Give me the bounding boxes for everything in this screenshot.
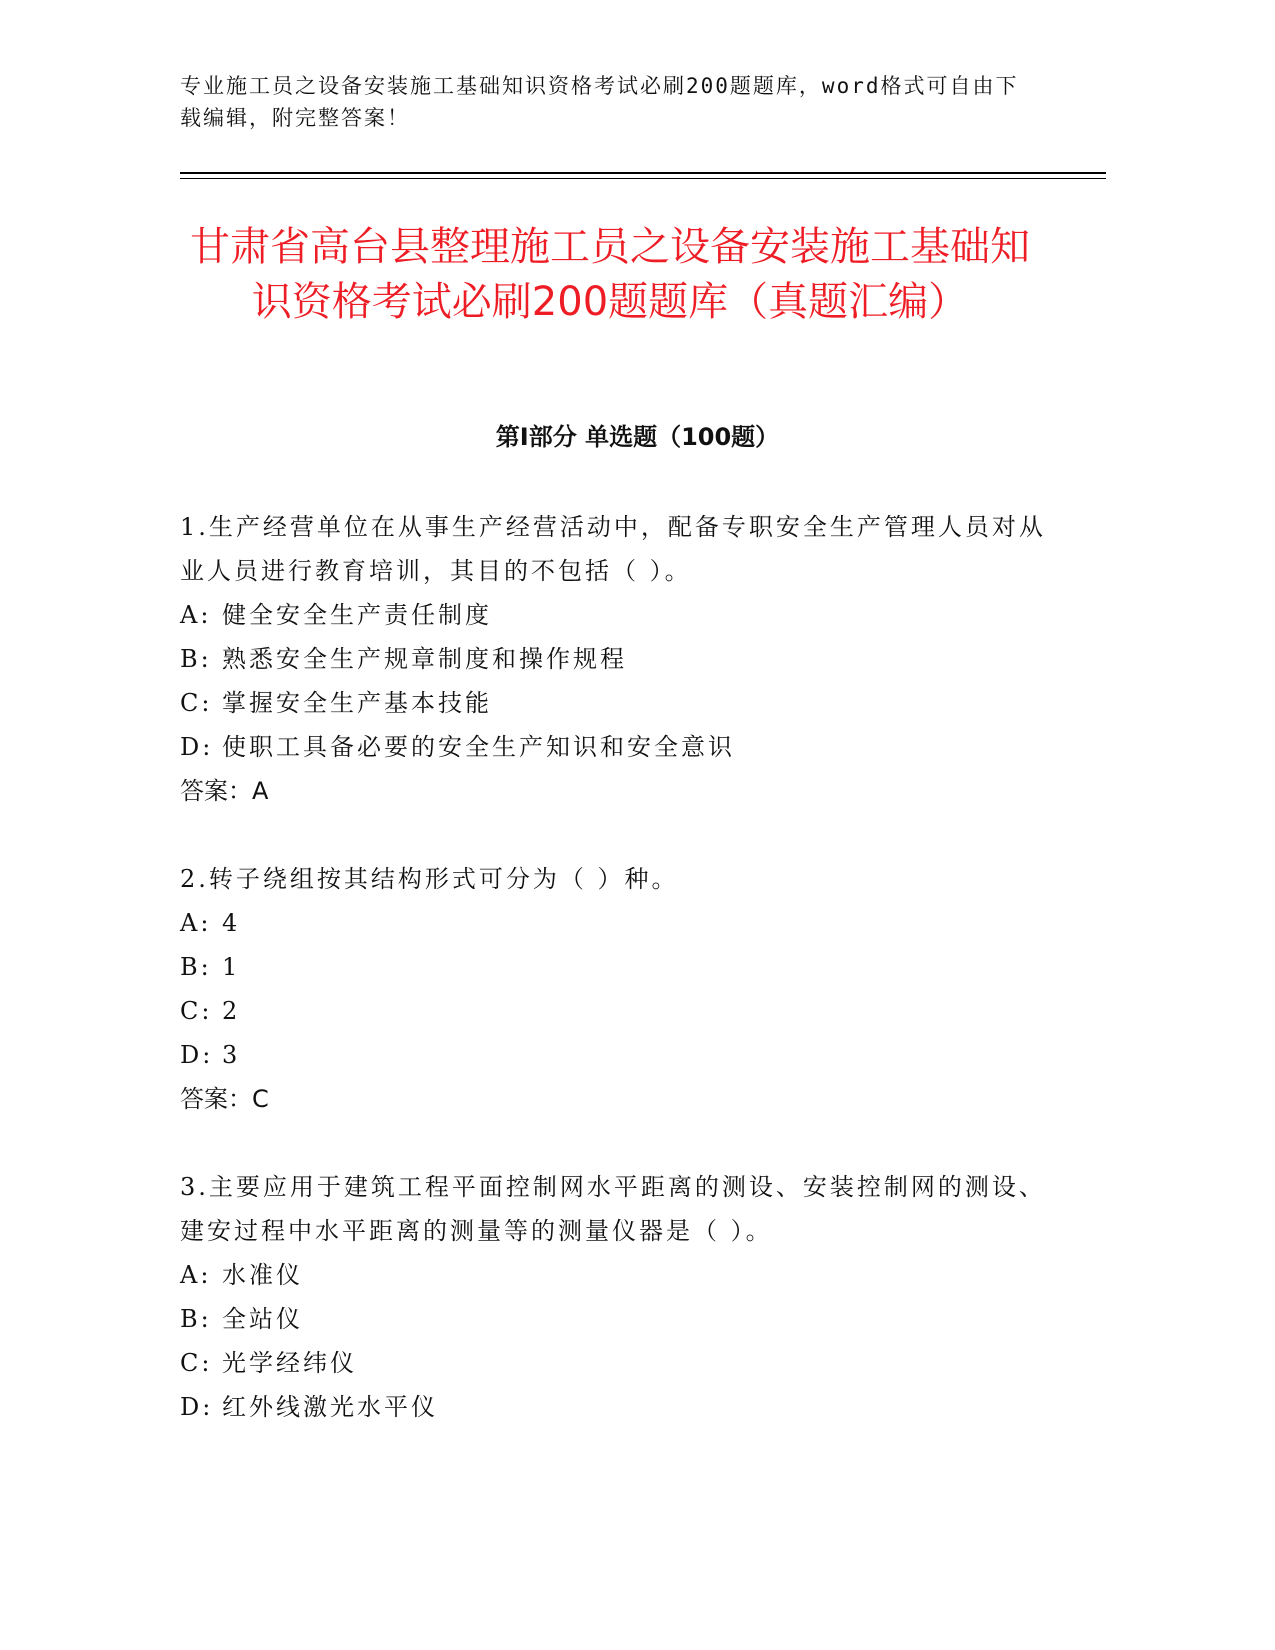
header-note: 专业施工员之设备安装施工基础知识资格考试必刷200题题库，word格式可自由下载编辑，附完整答案！ [180,74,1019,130]
answer: 答案：C [180,1085,269,1113]
question-1 [180,505,1060,813]
option-letter: A: [180,909,212,937]
header-divider-thin [180,178,1106,179]
option-b [180,1297,1060,1341]
option-a [180,901,1060,945]
option-letter: A: [180,601,212,629]
option-text: 掌握安全生产基本技能 [222,689,492,717]
option-d [180,725,1060,769]
option-text: 熟悉安全生产规章制度和操作规程 [222,645,627,673]
question-stem: 1.生产经营单位在从事生产经营活动中，配备专职安全生产管理人员对从业人员进行教育培训，其目的不包括（ ）。 [180,513,1046,585]
question-3 [180,1165,1060,1429]
option-text: 健全安全生产责任制度 [222,601,492,629]
option-b [180,637,1060,681]
option-c [180,681,1060,725]
option-letter: D: [180,1041,214,1069]
option-letter: A: [180,1261,212,1289]
option-text: 红外线激光水平仪 [222,1393,438,1421]
option-b [180,945,1060,989]
header-divider-thick [180,172,1106,174]
option-text: 3 [222,1041,241,1069]
question-stem: 3.主要应用于建筑工程平面控制网水平距离的测设、安装控制网的测设、建安过程中水平距离的测量等的测量仪器是（ ）。 [180,1173,1046,1245]
option-a [180,1253,1060,1297]
option-text: 全站仪 [222,1305,303,1333]
option-letter: C: [180,1349,213,1377]
question-list [180,505,1060,1473]
option-text: 使职工具备必要的安全生产知识和安全意识 [222,733,735,761]
option-d [180,1033,1060,1077]
option-letter: D: [180,1393,214,1421]
option-text: 2 [222,997,241,1025]
option-letter: C: [180,997,213,1025]
question-2 [180,857,1060,1121]
option-letter: B: [180,645,212,673]
section-heading: 第I部分 单选题（100题） [495,423,780,451]
answer: 答案：A [180,777,269,805]
option-c [180,1341,1060,1385]
option-letter: D: [180,733,214,761]
option-d [180,1385,1060,1429]
option-text: 4 [222,909,241,937]
option-a [180,593,1060,637]
option-c [180,989,1060,1033]
document-title: 甘肃省高台县整理施工员之设备安装施工基础知识资格考试必刷200题题库（真题汇编） [190,224,1030,325]
option-text: 水准仪 [222,1261,303,1289]
option-letter: B: [180,1305,212,1333]
question-stem: 2.转子绕组按其结构形式可分为（ ）种。 [180,865,679,893]
option-text: 1 [222,953,241,981]
option-text: 光学经纬仪 [222,1349,357,1377]
option-letter: B: [180,953,212,981]
option-letter: C: [180,689,213,717]
